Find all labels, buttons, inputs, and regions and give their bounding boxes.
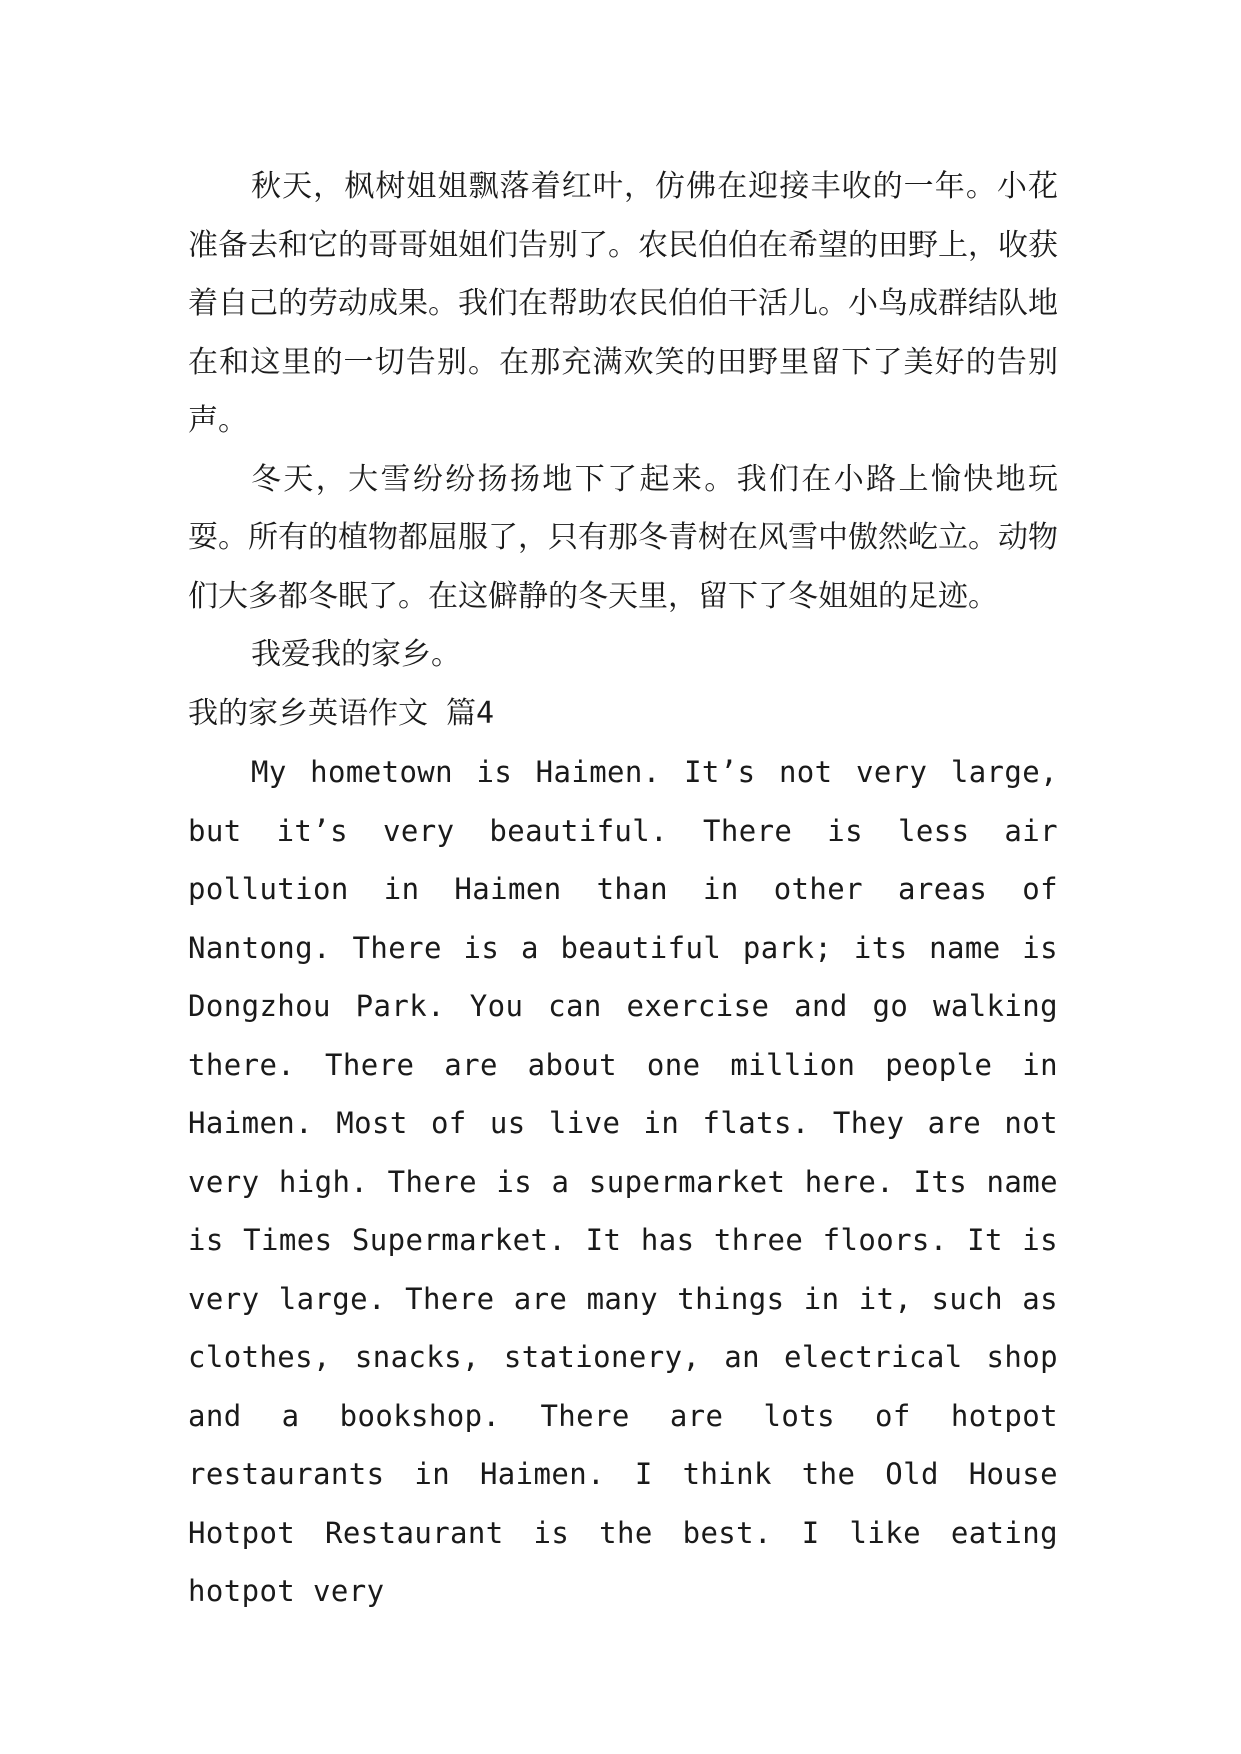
paragraph-english: My hometown is Haimen. It’s not very large, but it’s very beautiful. There is less air pollution in Haimen than in other areas of Nantong. There is a beautiful park; its name is Dongzhou Park. You can exercise and go walking there. There are about one million people in Haimen. Most of us live in flats. They are not very high. There is a supermarket here. Its name is Times Supermarket. It has three floors. It is very large. There are many things in it, such as clothes, snacks, stationery, an electrical shop and a bookshop. There are lots of hotpot restaurants in Haimen. I think the Old House Hotpot Restaurant is the best. I like eating hotpot very [188, 755, 1058, 1608]
paragraph-closing: 我爱我的家乡。 [251, 637, 461, 672]
paragraph-winter: 冬天，大雪纷纷扬扬地下了起来。我们在小路上愉快地玩耍。所有的植物都屈服了，只有那冬青树在风雪中傲然屹立。动物们大多都冬眠了。在这僻静的冬天里，留下了冬姐姐的足迹。 [188, 461, 1058, 614]
section-heading: 我的家乡英语作文 篇4 [188, 695, 495, 731]
paragraph-autumn: 秋天，枫树姐姐飘落着红叶，仿佛在迎接丰收的一年。小花准备去和它的哥哥姐姐们告别了。农民伯伯在希望的田野上，收获着自己的劳动成果。我们在帮助农民伯伯干活儿。小鸟成群结队地在和这里的一切告别。在那充满欢笑的田野里留下了美好的告别声。 [188, 169, 1058, 438]
document-body [188, 158, 1058, 1621]
